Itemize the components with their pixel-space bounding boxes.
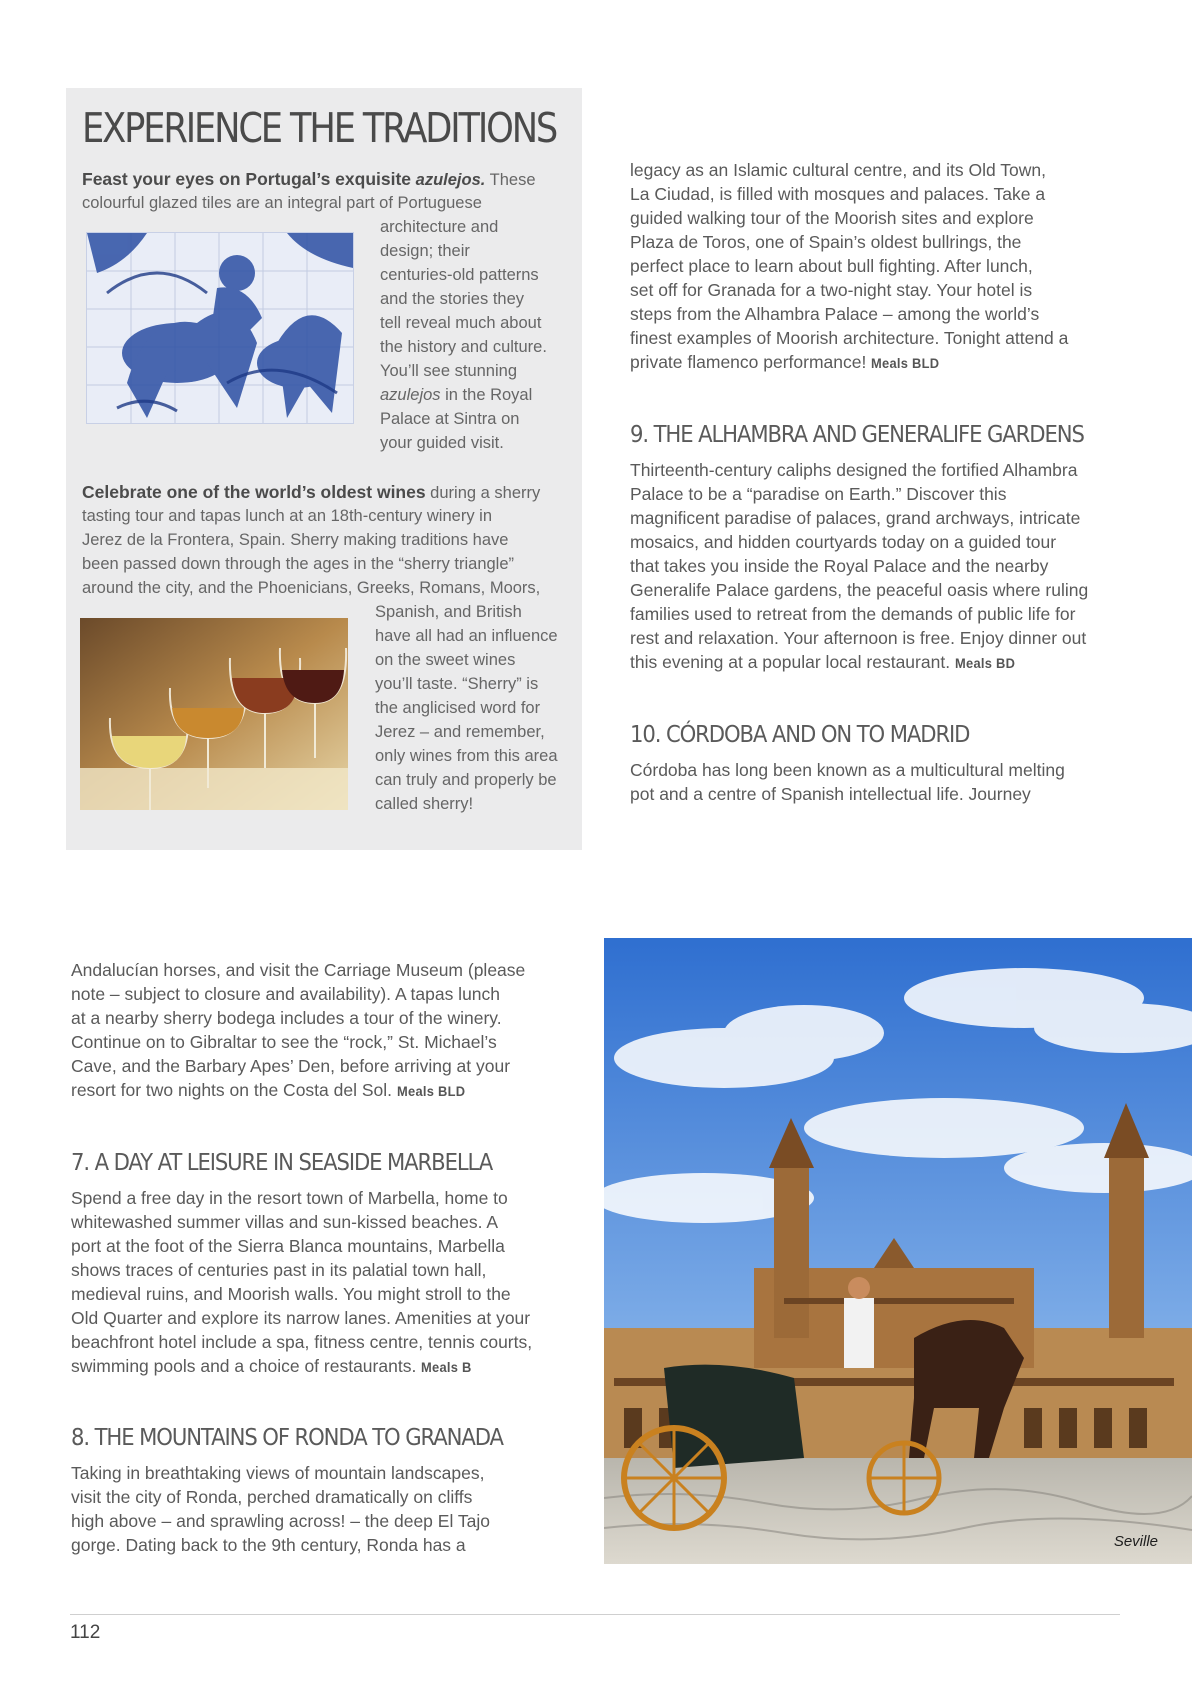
wrap-line: have all had an influence <box>375 627 558 645</box>
text-line: Andalucían horses, and visit the Carriage Museum (please <box>71 960 526 980</box>
text-line <box>71 1078 525 1103</box>
wrap-line: the history and culture. <box>380 338 547 356</box>
day8-heading: 8. THE MOUNTAINS OF RONDA TO GRANADA <box>71 1425 503 1451</box>
day9-paragraph <box>630 458 1088 675</box>
day8-paragraph <box>71 1461 490 1557</box>
traditions-p1-l1: These <box>489 171 536 189</box>
wrap-line: Spanish, and British <box>375 603 522 621</box>
wrap-line: design; their <box>380 242 470 260</box>
day10-paragraph <box>630 758 1065 806</box>
traditions-p1-line1 <box>82 167 536 192</box>
full-line: Jerez de la Frontera, Spain. Sherry making traditions have <box>82 531 509 549</box>
text-line: pot and a centre of Spanish intellectual life. Journey <box>630 784 1031 804</box>
full-line: been passed down through the ages in the “sherry triangle” <box>82 555 515 573</box>
text-line: La Ciudad, is filled with mosques and palaces. Take a <box>630 184 1046 204</box>
wrap-line: only wines from this area <box>375 747 558 765</box>
wrap-line: You’ll see stunning <box>380 362 517 380</box>
text-line: Generalife Palace gardens, the peaceful oasis where ruling <box>630 580 1089 600</box>
traditions-p1-line2: colourful glazed tiles are an integral part of Portuguese <box>82 194 482 212</box>
wrap-line: called sherry! <box>375 795 474 813</box>
azulejos-em: azulejos <box>380 386 441 404</box>
text-line: Spend a free day in the resort town of Marbella, home to <box>71 1188 508 1208</box>
traditions-p1-wrap <box>380 215 580 455</box>
traditions-p1-lead: Feast your eyes on Portugal’s exquisite <box>82 169 412 189</box>
right-top-paragraph <box>630 158 1068 375</box>
text-line: families used to retreat from the demands of public life for <box>630 604 1076 624</box>
meals-badge: Meals B <box>421 1359 472 1375</box>
text-line-tail: private flamenco performance! <box>630 352 867 372</box>
text-line: Palace to be a “paradise on Earth.” Discover this <box>630 484 1007 504</box>
photo-caption: Seville <box>1113 1533 1158 1550</box>
text-line: steps from the Alhambra Palace – among the world’s <box>630 304 1040 324</box>
wrap-line: you’ll taste. “Sherry” is <box>375 675 539 693</box>
wrap-line: on the sweet wines <box>375 651 516 669</box>
text-line-tail: swimming pools and a choice of restaurants. <box>71 1356 417 1376</box>
wrap-line: and the stories they <box>380 290 525 308</box>
wrap-line: your guided visit. <box>380 434 504 452</box>
text-line: set off for Granada for a two-night stay. Your hotel is <box>630 280 1033 300</box>
text-line: finest examples of Moorish architecture. Tonight attend a <box>630 328 1069 348</box>
text-line <box>630 350 1068 375</box>
traditions-p2-rest: during a sherry <box>425 484 541 502</box>
text-line: magnificent paradise of palaces, grand archways, intricate <box>630 508 1081 528</box>
text-line: Old Quarter and explore its narrow lanes. Amenities at your <box>71 1308 531 1328</box>
text-line <box>630 650 1088 675</box>
text-line: shows traces of centuries past in its palatial town hall, <box>71 1260 487 1280</box>
meals-badge: Meals BD <box>954 655 1016 671</box>
meals-badge: Meals BLD <box>396 1083 466 1099</box>
text-line: gorge. Dating back to the 9th century, Ronda has a <box>71 1535 466 1555</box>
page-number: 112 <box>70 1622 101 1643</box>
text-line: visit the city of Ronda, perched dramatically on cliffs <box>71 1487 473 1507</box>
text-line: guided walking tour of the Moorish sites and explore <box>630 208 1034 228</box>
text-line: that takes you inside the Royal Palace and the nearby <box>630 556 1049 576</box>
wrap-line: Jerez – and remember, <box>375 723 545 741</box>
footer-rule <box>70 1614 1120 1615</box>
text-line: at a nearby sherry bodega includes a tour of the winery. <box>71 1008 502 1028</box>
text-line: Plaza de Toros, one of Spain’s oldest bullrings, the <box>630 232 1022 252</box>
wrap-line: can truly and properly be <box>375 771 557 789</box>
wrap-rest: in the Royal <box>440 386 533 404</box>
wrap-line: centuries-old patterns <box>380 266 539 284</box>
text-line: note – subject to closure and availability). A tapas lunch <box>71 984 501 1004</box>
traditions-p2-wrap <box>375 600 580 816</box>
text-line-tail: resort for two nights on the Costa del Sol. <box>71 1080 392 1100</box>
text-line: port at the foot of the Sierra Blanca mountains, Marbella <box>71 1236 505 1256</box>
full-line: around the city, and the Phoenicians, Greeks, Romans, Moors, <box>82 579 541 597</box>
text-line: medieval ruins, and Moorish walls. You might stroll to the <box>71 1284 511 1304</box>
text-line: beachfront hotel include a spa, fitness centre, tennis courts, <box>71 1332 533 1352</box>
traditions-title: EXPERIENCE THE TRADITIONS <box>82 104 557 152</box>
day7-paragraph <box>71 1186 532 1379</box>
seville-photo <box>604 938 1192 1564</box>
text-line: Cave, and the Barbary Apes’ Den, before arriving at your <box>71 1056 511 1076</box>
text-line: Taking in breathtaking views of mountain landscapes, <box>71 1463 485 1483</box>
day7-heading: 7. A DAY AT LEISURE IN SEASIDE MARBELLA <box>71 1150 493 1176</box>
wrap-line: Palace at Sintra on <box>380 410 520 428</box>
text-line: Continue on to Gibraltar to see the “rock,” St. Michael’s <box>71 1032 497 1052</box>
day9-heading: 9. THE ALHAMBRA AND GENERALIFE GARDENS <box>630 422 1084 448</box>
traditions-p2-full <box>82 504 540 600</box>
text-line <box>71 1354 532 1379</box>
azulejo-tile-image <box>86 232 354 424</box>
meals-badge: Meals BLD <box>871 355 940 371</box>
text-line: legacy as an Islamic cultural centre, and its Old Town, <box>630 160 1046 180</box>
full-line: tasting tour and tapas lunch at an 18th-century winery in <box>82 507 492 525</box>
text-line-tail: this evening at a popular local restaurant. <box>630 652 951 672</box>
text-line: perfect place to learn about bull fighting. After lunch, <box>630 256 1033 276</box>
text-line: whitewashed summer villas and sun-kissed beaches. A <box>71 1212 499 1232</box>
traditions-p2-lead: Celebrate one of the world’s oldest wines <box>82 482 426 502</box>
traditions-p2-line1 <box>82 480 540 505</box>
day10-heading: 10. CÓRDOBA AND ON TO MADRID <box>630 722 970 748</box>
text-line: rest and relaxation. Your afternoon is free. Enjoy dinner out <box>630 628 1087 648</box>
text-line: high above – and sprawling across! – the deep El Tajo <box>71 1511 490 1531</box>
traditions-p1-lead-em: azulejos. <box>415 171 486 189</box>
text-line: mosaics, and hidden courtyards today on a guided tour <box>630 532 1057 552</box>
text-line: Thirteenth-century caliphs designed the fortified Alhambra <box>630 460 1078 480</box>
sherry-glasses-image <box>80 618 348 810</box>
wrap-line: architecture and <box>380 218 499 236</box>
wrap-line: the anglicised word for <box>375 699 541 717</box>
wrap-line: tell reveal much about <box>380 314 542 332</box>
wrap-line <box>380 383 580 407</box>
left-bottom-paragraph <box>71 958 525 1103</box>
text-line: Córdoba has long been known as a multicultural melting <box>630 760 1065 780</box>
